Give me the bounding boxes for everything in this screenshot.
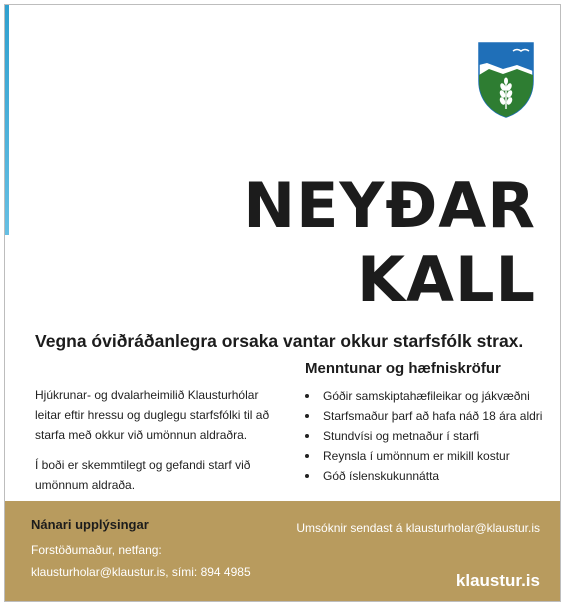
apply-text[interactable]: Umsóknir sendast á klausturholar@klaustur.is xyxy=(296,521,540,535)
left-accent-bar xyxy=(5,5,9,235)
requirement-item: Starfsmaður þarf að hafa náð 18 ára aldri xyxy=(301,406,542,426)
intro-paragraph-2: Í boði er skemmtilegt og gefandi starf við umönnum aldraða. xyxy=(35,458,251,492)
requirements-list xyxy=(301,386,542,486)
requirements-heading: Menntunar og hæfniskröfur xyxy=(305,360,501,377)
requirement-item: Góðir samskiptahæfileikar og jákvæðni xyxy=(301,386,542,406)
contact-line-1: Forstöðumaður, netfang: xyxy=(31,543,162,557)
brand-link[interactable]: klaustur.is xyxy=(455,571,540,590)
intro-text xyxy=(35,385,285,505)
footer-heading: Nánari upplýsingar xyxy=(31,517,149,532)
footer-band xyxy=(5,501,560,601)
headline-line-1: NEYÐAR xyxy=(243,169,536,242)
headline xyxy=(243,169,536,317)
advertisement xyxy=(4,4,561,602)
contact-line-2[interactable]: klausturholar@klaustur.is, sími: 894 4985 xyxy=(31,565,251,579)
requirement-item: Stundvísi og metnaður í starfi xyxy=(301,426,542,446)
requirement-item: Góð íslenskukunnátta xyxy=(301,466,542,486)
intro-paragraph-1: Hjúkrunar- og dvalarheimilið Klausturhólar leitar eftir hressu og duglegu starfsfólki til að starfa með okkur við umönnun aldraðra. xyxy=(35,388,270,442)
municipal-crest-icon xyxy=(477,41,535,119)
requirement-item: Reynsla í umönnum er mikill kostur xyxy=(301,446,542,466)
subheadline: Vegna óviðráðanlegra orsaka vantar okkur starfsfólk strax. xyxy=(35,331,524,351)
headline-line-2: KALL xyxy=(356,243,536,316)
